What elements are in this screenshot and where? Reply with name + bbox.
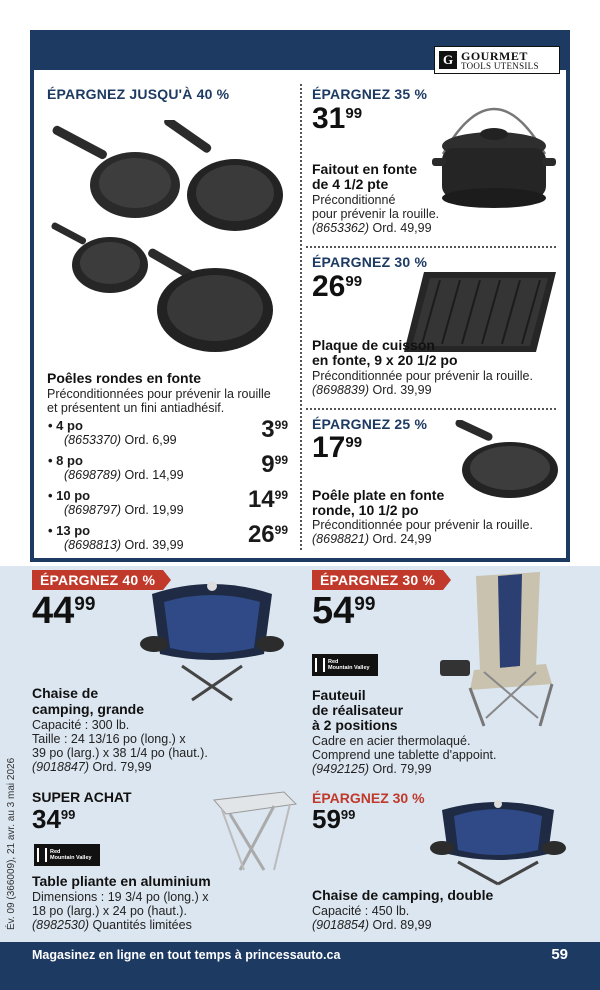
dutch-oven-desc-1: Préconditionné <box>312 193 396 207</box>
feature-vertical-divider <box>300 84 302 550</box>
pan-sku: (8653370) <box>64 433 121 447</box>
tree-icon <box>315 658 325 672</box>
large-chair-desc-2: Taille : 24 13/16 po (long.) x <box>32 732 186 746</box>
pan-price: $9^{99}$ <box>261 451 288 478</box>
pan-size-label: • 10 po <box>48 488 91 503</box>
flat-pan-desc: Préconditionnée pour prévenir la rouille. <box>312 518 533 532</box>
list-item <box>48 488 288 523</box>
recliner-sku: (9492125) <box>312 762 369 776</box>
flat-pan-image <box>440 420 560 502</box>
recliner-desc-2: Comprend une tablette d'appoint. <box>312 748 497 762</box>
pans-description: Préconditionnées pour prévenir la rouille et présentent un fini antiadhésif. <box>47 387 271 415</box>
recliner-regular-price: Ord. 79,99 <box>372 762 432 776</box>
double-chair-regular-price: Ord. 89,99 <box>372 918 432 932</box>
griddle-title-1: Plaque de cuisson <box>312 337 435 353</box>
pan-price: $3^{99}$ <box>261 416 288 443</box>
griddle-regular-price: Ord. 39,99 <box>372 383 432 397</box>
table-save-text: SUPER ACHAT <box>32 789 132 805</box>
folding-table-image <box>204 786 300 872</box>
gourmet-mark-icon: G <box>439 51 457 69</box>
red-mountain-valley-logo-table: Red Mountain Valley <box>34 844 100 866</box>
dutch-oven-save-text: ÉPARGNEZ 35 % <box>312 86 428 102</box>
divider-griddle-flatpan <box>306 408 556 410</box>
table-sku: (8982530) <box>32 918 89 932</box>
double-chair-image <box>428 794 568 886</box>
recliner-image <box>440 568 566 728</box>
recliner-title-3: à 2 positions <box>312 717 398 733</box>
flat-pan-title-2: ronde, 10 1/2 po <box>312 502 419 518</box>
tree-icon <box>37 848 47 862</box>
large-chair-regular-price: Ord. 79,99 <box>92 760 152 774</box>
list-item <box>48 418 288 453</box>
table-desc-2: 18 po (larg.) x 24 po (haut.). <box>32 904 187 918</box>
flyer-period-note: Év. 09 (366009), 21 avr. au 3 mai 2026 <box>6 757 17 930</box>
gourmet-brand-line1: GOURMET <box>461 48 528 63</box>
pan-size-label: • 8 po <box>48 453 83 468</box>
pans-size-list <box>48 418 288 558</box>
pans-save-text: ÉPARGNEZ JUSQU'À 40 % <box>47 86 230 102</box>
pan-price: $14^{99}$ <box>247 486 288 513</box>
list-item <box>48 453 288 488</box>
dutch-oven-price: 3199 <box>312 102 363 135</box>
gourmet-brand-logo <box>434 46 560 74</box>
table-note: Quantités limitées <box>92 918 192 932</box>
griddle-save-text: ÉPARGNEZ 30 % <box>312 254 428 270</box>
table-desc-1: Dimensions : 19 3/4 po (long.) x <box>32 890 209 904</box>
dutch-oven-title-1: Faitout en fonte <box>312 161 417 177</box>
recliner-title-2: de réalisateur <box>312 702 404 718</box>
double-chair-price: $59^{99}$ <box>312 804 356 834</box>
divider-oven-griddle <box>306 246 556 248</box>
pan-regular-price: Ord. 39,99 <box>124 538 184 552</box>
dutch-oven-title-2: de 4 1/2 pte <box>312 176 389 192</box>
pan-regular-price: Ord. 14,99 <box>124 468 184 482</box>
double-chair-title: Chaise de camping, double <box>312 887 494 903</box>
page-footer <box>0 942 600 990</box>
large-chair-desc-1: Capacité : 300 lb. <box>32 718 130 732</box>
pan-regular-price: Ord. 19,99 <box>124 503 184 517</box>
griddle-sku: (8698839) <box>312 383 369 397</box>
table-price: $34^{99}$ <box>32 804 76 834</box>
large-chair-image <box>132 574 292 704</box>
table-title: Table pliante en aluminium <box>32 873 211 889</box>
recliner-price: 5499 <box>312 590 376 632</box>
pan-sku: (8698797) <box>64 503 121 517</box>
recliner-save-badge: ÉPARGNEZ 30 % <box>312 570 443 590</box>
dutch-oven-sku: (8653362) <box>312 221 369 235</box>
large-chair-sku: (9018847) <box>32 760 89 774</box>
pans-title: Poêles rondes en fonte <box>47 370 202 386</box>
dutch-oven-desc-2: pour prévenir la rouille. <box>312 207 440 221</box>
griddle-price: 2699 <box>312 270 363 303</box>
flat-pan-price: 1799 <box>312 431 363 464</box>
large-chair-save-badge: ÉPARGNEZ 40 % <box>32 570 163 590</box>
double-chair-save-text: ÉPARGNEZ 30 % <box>312 790 425 806</box>
dutch-oven-image <box>428 84 560 214</box>
recliner-desc-1: Cadre en acier thermolaqué. <box>312 734 471 748</box>
pan-regular-price: Ord. 6,99 <box>124 433 177 447</box>
pan-size-label: • 4 po <box>48 418 83 433</box>
list-item <box>48 523 288 558</box>
large-chair-desc-3: 39 po (larg.) x 38 1/4 po (haut.). <box>32 746 208 760</box>
double-chair-desc: Capacité : 450 lb. <box>312 904 410 918</box>
large-chair-price: 4499 <box>32 590 96 632</box>
dutch-oven-regular-price: Ord. 49,99 <box>372 221 432 235</box>
page-number: 59 <box>551 946 568 963</box>
pan-price: $26^{99}$ <box>247 521 288 548</box>
flat-pan-save-text: ÉPARGNEZ 25 % <box>312 416 428 432</box>
footer-shop-online-link[interactable]: Magasinez en ligne en tout temps à princessauto.ca <box>32 948 341 962</box>
skillet-pans-image <box>40 120 290 370</box>
griddle-desc: Préconditionnée pour prévenir la rouille. <box>312 369 533 383</box>
large-chair-title-1: Chaise de <box>32 685 99 701</box>
gourmet-brand-line2: TOOLS UTENSILS <box>461 60 539 71</box>
red-mountain-valley-logo-recliner: Red Mountain Valley <box>312 654 378 676</box>
flat-pan-title-1: Poêle plate en fonte <box>312 487 445 503</box>
pan-sku: (8698789) <box>64 468 121 482</box>
pan-sku: (8698813) <box>64 538 121 552</box>
flat-pan-sku: (8698821) <box>312 532 369 546</box>
griddle-title-2: en fonte, 9 x 20 1/2 po <box>312 352 458 368</box>
large-chair-title-2: camping, grande <box>32 701 145 717</box>
double-chair-sku: (9018854) <box>312 918 369 932</box>
pan-size-label: • 13 po <box>48 523 91 538</box>
recliner-title-1: Fauteuil <box>312 687 366 703</box>
flat-pan-regular-price: Ord. 24,99 <box>372 532 432 546</box>
